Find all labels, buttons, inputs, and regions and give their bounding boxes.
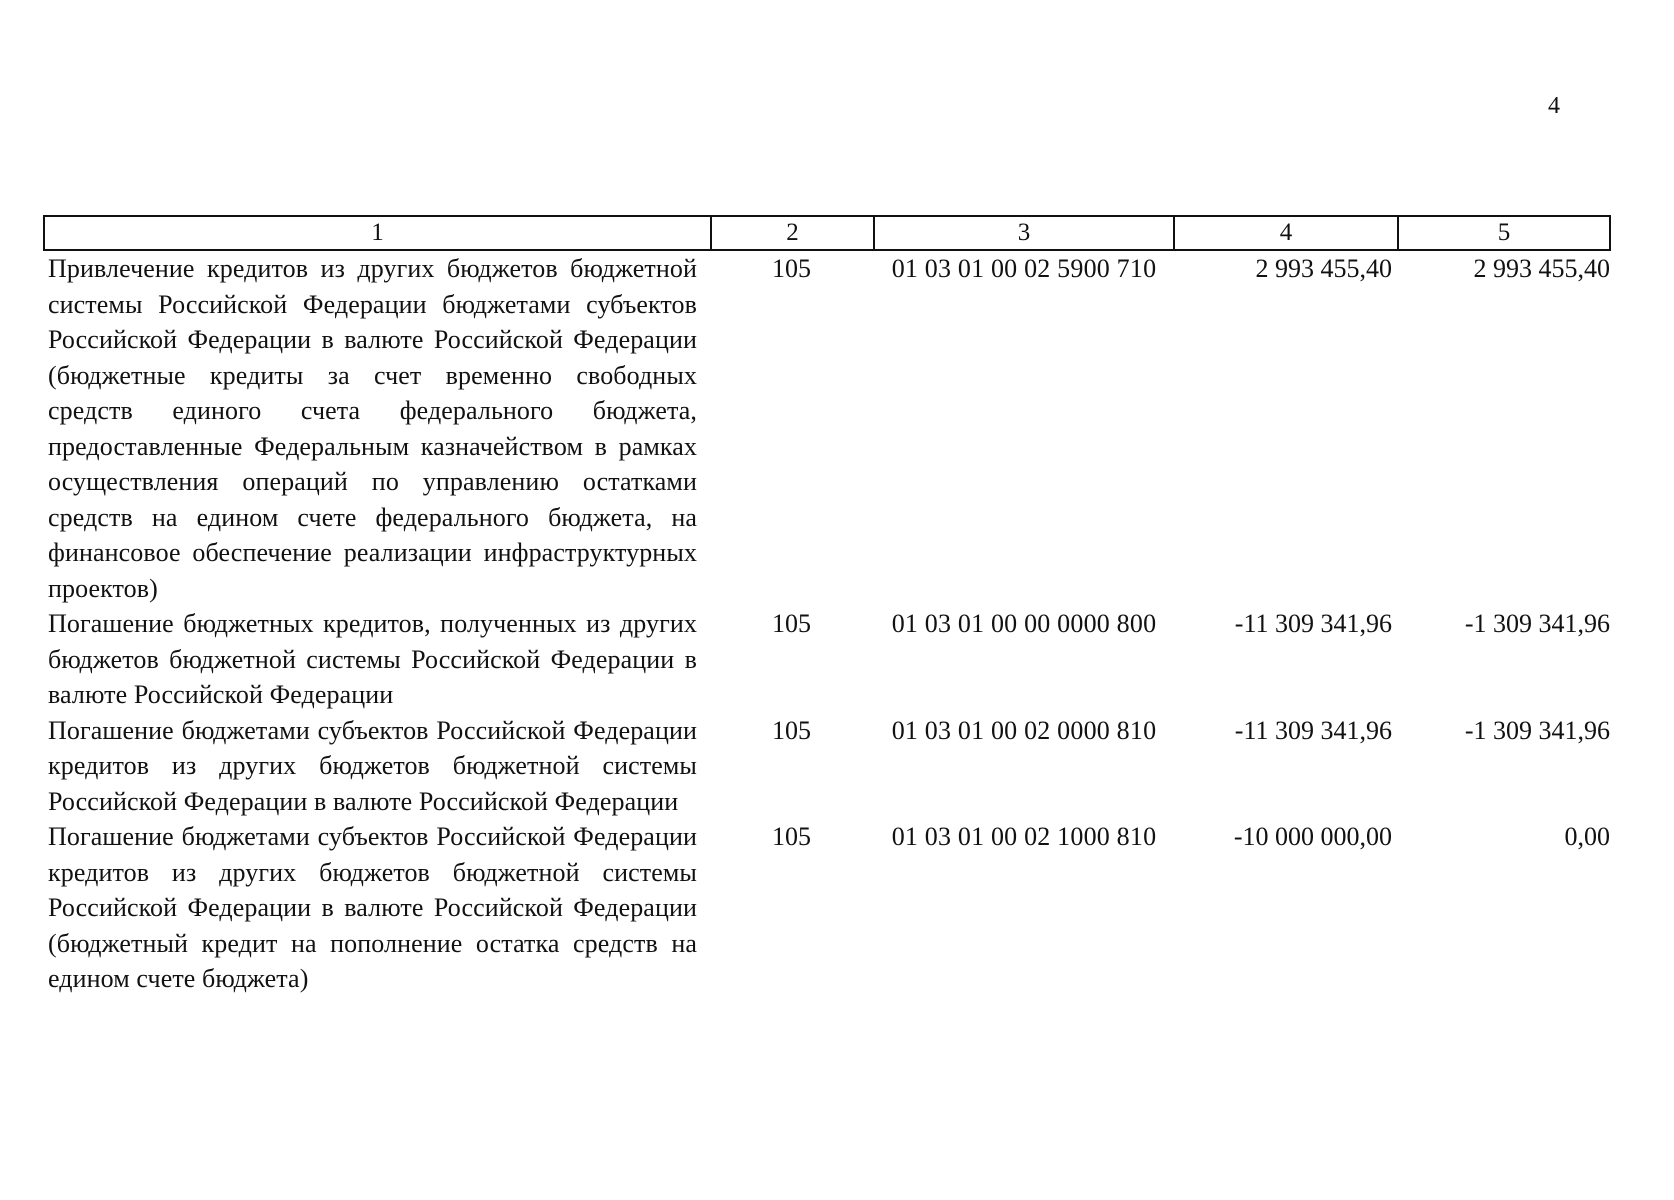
table-row	[44, 606, 1610, 713]
header-row	[44, 216, 1610, 250]
budget-sources-table	[43, 215, 1611, 997]
row-classification-code: 01 03 01 00 02 5900 710	[891, 254, 1157, 283]
row-name: Погашение бюджетных кредитов, полученных из других бюджетов бюджетной системы Российской Федерации в валюте Российской Федерации	[48, 609, 697, 709]
table-body	[44, 250, 1610, 997]
row-admin-code: 105	[772, 822, 811, 851]
row-amount-col4: -11 309 341,96	[1234, 609, 1392, 638]
header-col-5: 5	[1398, 216, 1610, 250]
row-admin-code: 105	[772, 609, 811, 638]
row-amount-col4: -10 000 000,00	[1233, 822, 1392, 851]
row-amount-col5: -1 309 341,96	[1464, 715, 1610, 745]
header-col-1: 1	[44, 216, 711, 250]
table-row	[44, 819, 1610, 997]
row-amount-col4: -11 309 341,96	[1234, 715, 1392, 745]
row-amount-col5: 0,00	[1564, 822, 1610, 851]
row-classification-code: 01 03 01 00 00 0000 800	[891, 609, 1157, 638]
row-amount-col5: 2 993 455,40	[1473, 254, 1610, 283]
row-admin-code: 105	[772, 715, 811, 745]
page-number: 4	[1548, 93, 1560, 119]
row-name: Привлечение кредитов из других бюджетов бюджетной системы Российской Федерации бюджетами субъектов Российской Федерации в валюте Российской Федерации (бюджетные кредиты за счет временно свободных средств единого счета федерального бюджета, предоставленные Федеральным казначейством в рамках осуществления операций по управлению остатками средств на едином счете федерального бюджета, на финансовое обеспечение реализации инфраструктурных проектов)	[48, 254, 697, 603]
header-col-3: 3	[874, 216, 1174, 250]
row-name: Погашение бюджетами субъектов Российской Федерации кредитов из других бюджетов бюджетной системы Российской Федерации в валюте Российской Федерации (бюджетный кредит на пополнение остатка средств на едином счете бюджета)	[48, 822, 697, 993]
row-classification-code: 01 03 01 00 02 0000 810	[891, 715, 1157, 745]
header-col-2: 2	[711, 216, 874, 250]
table-row	[44, 713, 1610, 820]
row-amount-col5: -1 309 341,96	[1464, 609, 1610, 638]
table-header	[44, 216, 1610, 250]
row-classification-code: 01 03 01 00 02 1000 810	[891, 822, 1157, 851]
table-row	[44, 250, 1610, 606]
header-col-4: 4	[1174, 216, 1398, 250]
row-name: Погашение бюджетами субъектов Российской Федерации кредитов из других бюджетов бюджетной системы Российской Федерации в валюте Российской Федерации	[48, 715, 697, 816]
row-admin-code: 105	[772, 254, 811, 283]
row-amount-col4: 2 993 455,40	[1255, 254, 1392, 283]
